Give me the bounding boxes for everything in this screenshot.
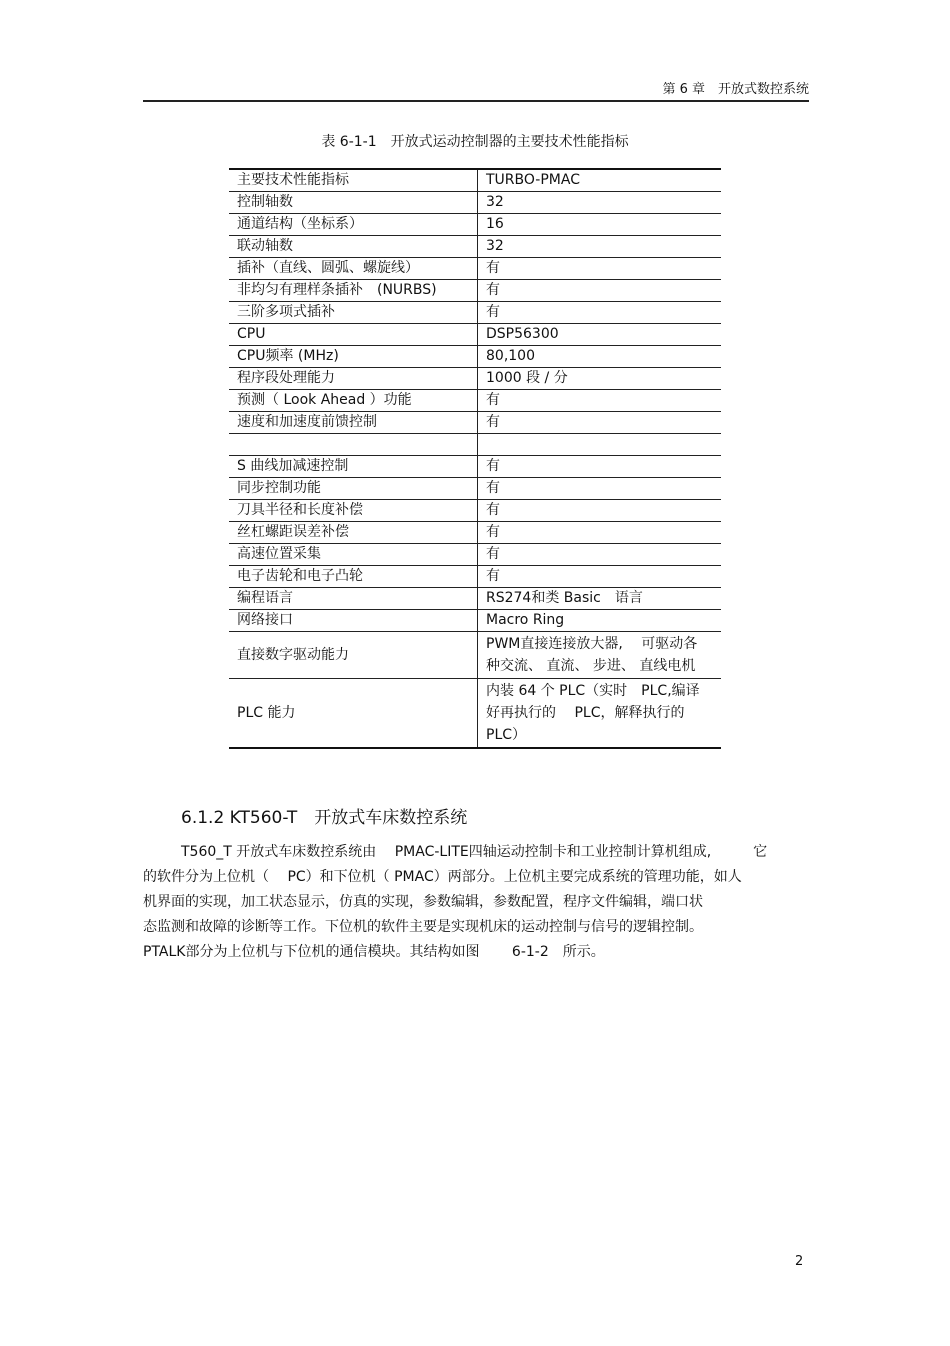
spec-name-cell: 程序段处理能力 [229, 368, 478, 390]
spec-value-cell: 有 [478, 412, 722, 434]
table-row [229, 588, 721, 610]
spec-name-cell: 丝杠螺距误差补偿 [229, 522, 478, 544]
spec-value-cell: 1000 段 / 分 [478, 368, 722, 390]
table-row [229, 522, 721, 544]
table-row [229, 346, 721, 368]
body-paragraph [143, 840, 809, 965]
header-text: 第 6 章 开放式数控系统 [662, 82, 809, 97]
spec-name-cell: CPU [229, 324, 478, 346]
table-row [229, 478, 721, 500]
table-row [229, 236, 721, 258]
spec-table-body [229, 169, 721, 748]
paragraph-line: 机界面的实现，加工状态显示，仿真的实现，参数编辑，参数配置，程序文件编辑，端口状 [143, 894, 703, 910]
table-row [229, 456, 721, 478]
spec-value-cell: 有 [478, 302, 722, 324]
table-row [229, 280, 721, 302]
paragraph-line: 的软件分为上位机（ PC）和下位机（ PMAC）两部分。上位机主要完成系统的管理功能，如人 [143, 869, 742, 885]
spec-value-cell: 有 [478, 566, 722, 588]
spec-value-cell [478, 679, 722, 749]
table-row [229, 412, 721, 434]
spec-value-cell: 32 [478, 236, 722, 258]
section-title: 6.1.2 KT560-T 开放式车床数控系统 [181, 808, 468, 828]
spec-name-cell [229, 434, 478, 456]
spec-value-cell: 有 [478, 522, 722, 544]
spec-name-cell: 同步控制功能 [229, 478, 478, 500]
table-row [229, 434, 721, 456]
table-caption: 表 6-1-1 开放式运动控制器的主要技术性能指标 [321, 134, 629, 150]
spec-value-line: 内装 64 个 PLC（实时 PLC,编译 [486, 683, 700, 699]
spec-name-cell: 插补（直线、圆弧、螺旋线） [229, 258, 478, 280]
table-row [229, 368, 721, 390]
spec-value-cell: RS274和类 Basic 语言 [478, 588, 722, 610]
page-number: 2 [795, 1254, 804, 1269]
table-row [229, 214, 721, 236]
table-row [229, 169, 721, 192]
table-row [229, 544, 721, 566]
spec-name-cell: 预测（ Look Ahead ）功能 [229, 390, 478, 412]
table-row [229, 632, 721, 679]
spec-value-cell: 有 [478, 456, 722, 478]
table-row [229, 610, 721, 632]
table-row [229, 258, 721, 280]
spec-name-cell: 联动轴数 [229, 236, 478, 258]
spec-name-cell: 速度和加速度前馈控制 [229, 412, 478, 434]
table-row [229, 302, 721, 324]
spec-name-cell: 网络接口 [229, 610, 478, 632]
page-header [143, 78, 809, 102]
table-row [229, 500, 721, 522]
spec-value-line: 种交流、 直流、 步进、 直线电机 [486, 658, 696, 674]
spec-value-cell: TURBO-PMAC [478, 169, 722, 192]
spec-name-cell: PLC 能力 [229, 679, 478, 749]
spec-name-cell: CPU频率 (MHz) [229, 346, 478, 368]
spec-value-cell [478, 632, 722, 679]
spec-value-cell: 有 [478, 390, 722, 412]
spec-name-cell: 主要技术性能指标 [229, 169, 478, 192]
paragraph-line: PTALK部分为上位机与下位机的通信模块。其结构如图 6-1-2 所示。 [143, 944, 605, 960]
spec-value-cell: 80,100 [478, 346, 722, 368]
spec-table [229, 168, 721, 749]
spec-value-cell: 32 [478, 192, 722, 214]
spec-value-line: 好再执行的 PLC，解释执行的 [486, 705, 685, 721]
spec-name-cell: S 曲线加减速控制 [229, 456, 478, 478]
spec-value-cell [478, 434, 722, 456]
table-row [229, 324, 721, 346]
spec-value-cell: Macro Ring [478, 610, 722, 632]
spec-value-cell: DSP56300 [478, 324, 722, 346]
spec-value-cell: 有 [478, 544, 722, 566]
spec-name-cell: 三阶多项式插补 [229, 302, 478, 324]
spec-value-cell: 有 [478, 478, 722, 500]
spec-value-cell: 有 [478, 500, 722, 522]
spec-name-cell: 电子齿轮和电子凸轮 [229, 566, 478, 588]
paragraph-line: T560_T 开放式车床数控系统由 PMAC-LITE四轴运动控制卡和工业控制计算机组成, 它 [181, 844, 768, 860]
spec-name-cell: 高速位置采集 [229, 544, 478, 566]
spec-name-cell: 直接数字驱动能力 [229, 632, 478, 679]
table-row [229, 566, 721, 588]
spec-name-cell: 控制轴数 [229, 192, 478, 214]
table-row [229, 390, 721, 412]
table-row [229, 192, 721, 214]
spec-value-line: PLC） [486, 727, 527, 743]
spec-value-cell: 16 [478, 214, 722, 236]
spec-value-line: PWM直接连接放大器, 可驱动各 [486, 636, 698, 652]
paragraph-line: 态监测和故障的诊断等工作。下位机的软件主要是实现机床的运动控制与信号的逻辑控制。 [143, 919, 703, 935]
spec-value-cell: 有 [478, 258, 722, 280]
spec-value-cell: 有 [478, 280, 722, 302]
spec-name-cell: 编程语言 [229, 588, 478, 610]
spec-name-cell: 刀具半径和长度补偿 [229, 500, 478, 522]
spec-name-cell: 通道结构（坐标系） [229, 214, 478, 236]
spec-name-cell: 非均匀有理样条插补 (NURBS) [229, 280, 478, 302]
table-row [229, 679, 721, 749]
